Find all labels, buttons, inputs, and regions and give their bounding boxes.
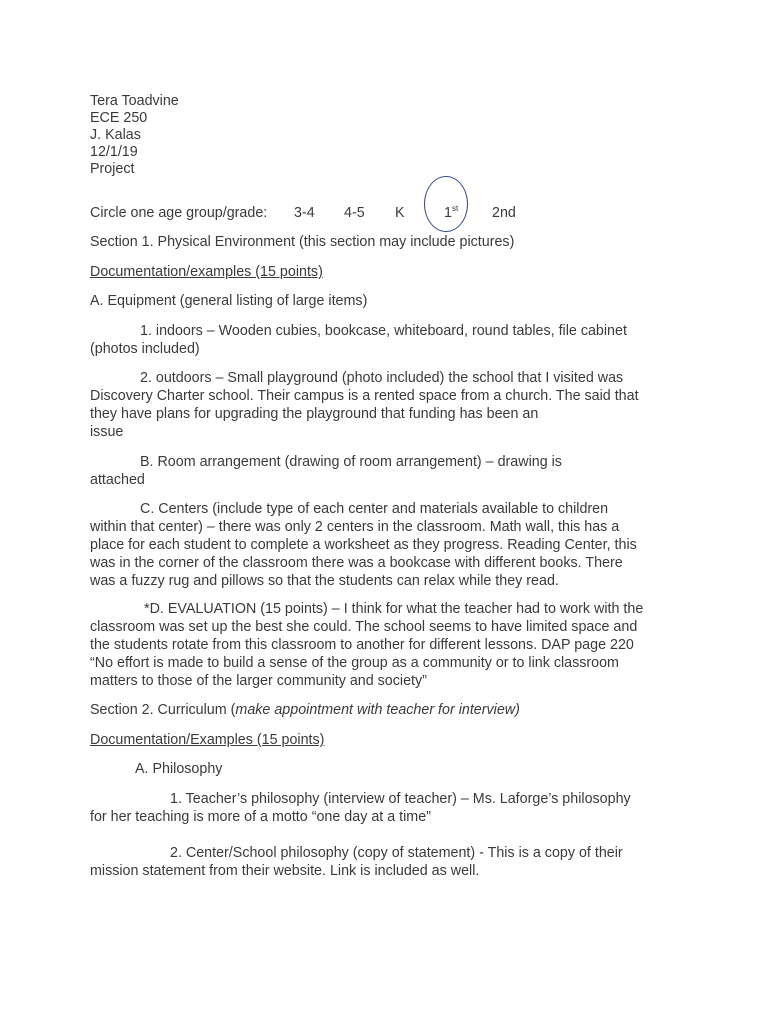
indoors-paragraph: 1. indoors – Wooden cubies, bookcase, whiteboard, round tables, file cabinet (photos included) [90, 323, 627, 357]
selection-circle [424, 176, 468, 232]
age-option-3-4: 3-4 [294, 205, 315, 221]
philosophy-heading: A. Philosophy [135, 761, 223, 777]
section1-title: Section 1. Physical Environment (this section may include pictures) [90, 234, 515, 250]
section1-doc-heading: Documentation/examples (15 points) [90, 264, 323, 280]
date: 12/1/19 [90, 144, 138, 160]
section2-title: Section 2. Curriculum (make appointment with teacher for interview) [90, 702, 520, 718]
age-option-2nd: 2nd [492, 205, 516, 221]
teacher-philosophy-paragraph: 1. Teacher’s philosophy (interview of teacher) – Ms. Laforge’s philosophy for her teaching is more of a motto “one day at a time” [90, 791, 631, 825]
school-philosophy-paragraph: 2. Center/School philosophy (copy of statement) - This is a copy of their mission statement from their website. Link is included as well. [90, 845, 623, 879]
age-option-k: K [395, 205, 405, 221]
room-arrangement-paragraph: B. Room arrangement (drawing of room arrangement) – drawing is attached [90, 454, 562, 488]
age-option-4-5: 4-5 [344, 205, 365, 221]
course-code: ECE 250 [90, 110, 148, 126]
assignment-label: Project [90, 161, 135, 177]
age-group-prompt: Circle one age group/grade: [90, 205, 268, 221]
equipment-heading: A. Equipment (general listing of large items) [90, 293, 368, 309]
section2-doc-heading: Documentation/Examples (15 points) [90, 732, 325, 748]
outdoors-paragraph: 2. outdoors – Small playground (photo included) the school that I visited was Discovery Charter school. Their campus is a rented space from a church. The said that they have plans for upgrading the playground that funding has been an issue [90, 370, 639, 440]
instructor-name: J. Kalas [90, 127, 141, 143]
age-option-1st: 1st [444, 204, 459, 221]
evaluation-paragraph: *D. EVALUATION (15 points) – I think for what the teacher had to work with the classroom was set up the best she could. The school seems to have limited space and the students rotate from this classroom to another for different lessons. DAP page 220 “No effort is made to build a sense of the group as a community or to link classroom matters to those of the larger community and society” [90, 601, 644, 689]
age-group-row [0, 204, 768, 224]
student-name: Tera Toadvine [90, 93, 179, 109]
centers-paragraph: C. Centers (include type of each center and materials available to children within that center) – there was only 2 centers in the classroom. Math wall, this has a place for each student to complete a worksheet as they progress. Reading Center, this was in the corner of the classroom there was a bookcase with different books. There was a fuzzy rug and pillows so that the students can relax while they read. [90, 501, 637, 589]
header-block [90, 92, 690, 178]
